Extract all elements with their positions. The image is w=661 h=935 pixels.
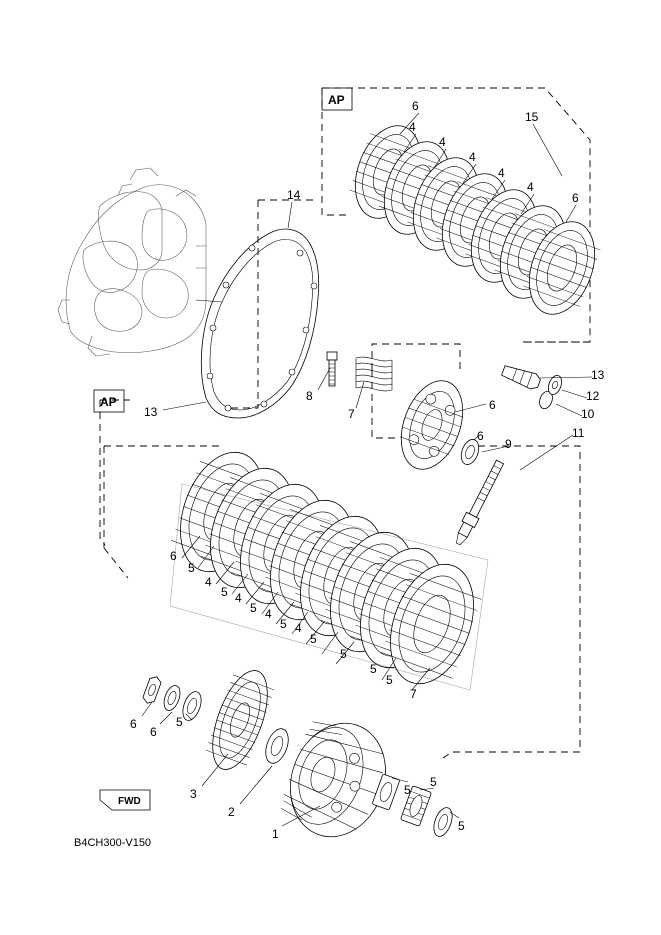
ap-top-label: AP (328, 93, 345, 107)
callout-5-a: 5 (188, 561, 195, 575)
pressure-plate (390, 372, 474, 478)
push-rod-group (452, 363, 564, 547)
callout-5-c: 5 (250, 601, 257, 615)
diagram-code: B4CH300-V150 (74, 837, 152, 849)
ap-left-marker-box (94, 390, 124, 412)
ap-left-label: AP (100, 395, 117, 409)
callout-2: 2 (228, 805, 235, 819)
callout-18: 10 (581, 407, 595, 421)
callout-6-main-b: 7 (410, 687, 417, 701)
clutch-cover-gasket (201, 229, 318, 418)
nut-washer-group (142, 675, 205, 723)
callout-3: 3 (190, 787, 197, 801)
callout-21: 13 (591, 368, 605, 382)
callout-9: 7 (348, 407, 355, 421)
ap-top-marker-box (322, 88, 352, 110)
callout-5-e: 5 (310, 632, 317, 646)
callout-5-f: 5 (340, 647, 347, 661)
main-clutch-plate-stack (165, 441, 489, 696)
callout-4-b: 4 (439, 135, 446, 149)
callout-24: 15 (525, 110, 539, 124)
callout-1: 1 (272, 827, 279, 841)
callout-4-i: 4 (295, 621, 302, 635)
callout-23: 14 (287, 188, 301, 202)
callout-11: 5 (404, 783, 411, 797)
callout-5-b: 5 (221, 585, 228, 599)
callout-5-h: 5 (386, 673, 393, 687)
callout-15: 6 (150, 725, 157, 739)
callout-4-g: 4 (235, 591, 242, 605)
callout-6-top-a: 6 (412, 99, 419, 113)
callout-4-d: 4 (498, 166, 505, 180)
callout-7: 6 (489, 398, 496, 412)
callout-19: 11 (572, 426, 585, 440)
crankcase-illustration (58, 168, 206, 356)
callout-20: 12 (586, 389, 600, 403)
callout-17: 9 (505, 437, 512, 451)
callout-6-top-b: 6 (572, 191, 579, 205)
callout-4-h: 4 (265, 607, 272, 621)
callout-4-a: 4 (409, 120, 416, 134)
callout-4-c: 4 (469, 150, 476, 164)
callout-8: 6 (477, 429, 484, 443)
callout-16: 6 (130, 717, 137, 731)
callout-13: 5 (458, 819, 465, 833)
callout-5-g: 5 (370, 662, 377, 676)
callout-5-d: 5 (280, 617, 287, 631)
callout-4-e: 4 (527, 180, 534, 194)
fwd-label: FWD (118, 796, 141, 807)
callout-10: 8 (306, 389, 313, 403)
callout-4-f: 4 (205, 575, 212, 589)
callout-14: 5 (176, 715, 183, 729)
callout-12: 5 (430, 775, 437, 789)
callout-6-main-a: 6 (170, 549, 177, 563)
fwd-marker (100, 790, 150, 810)
callout-22: 13 (144, 405, 158, 419)
bearing-collar-group (372, 774, 456, 839)
